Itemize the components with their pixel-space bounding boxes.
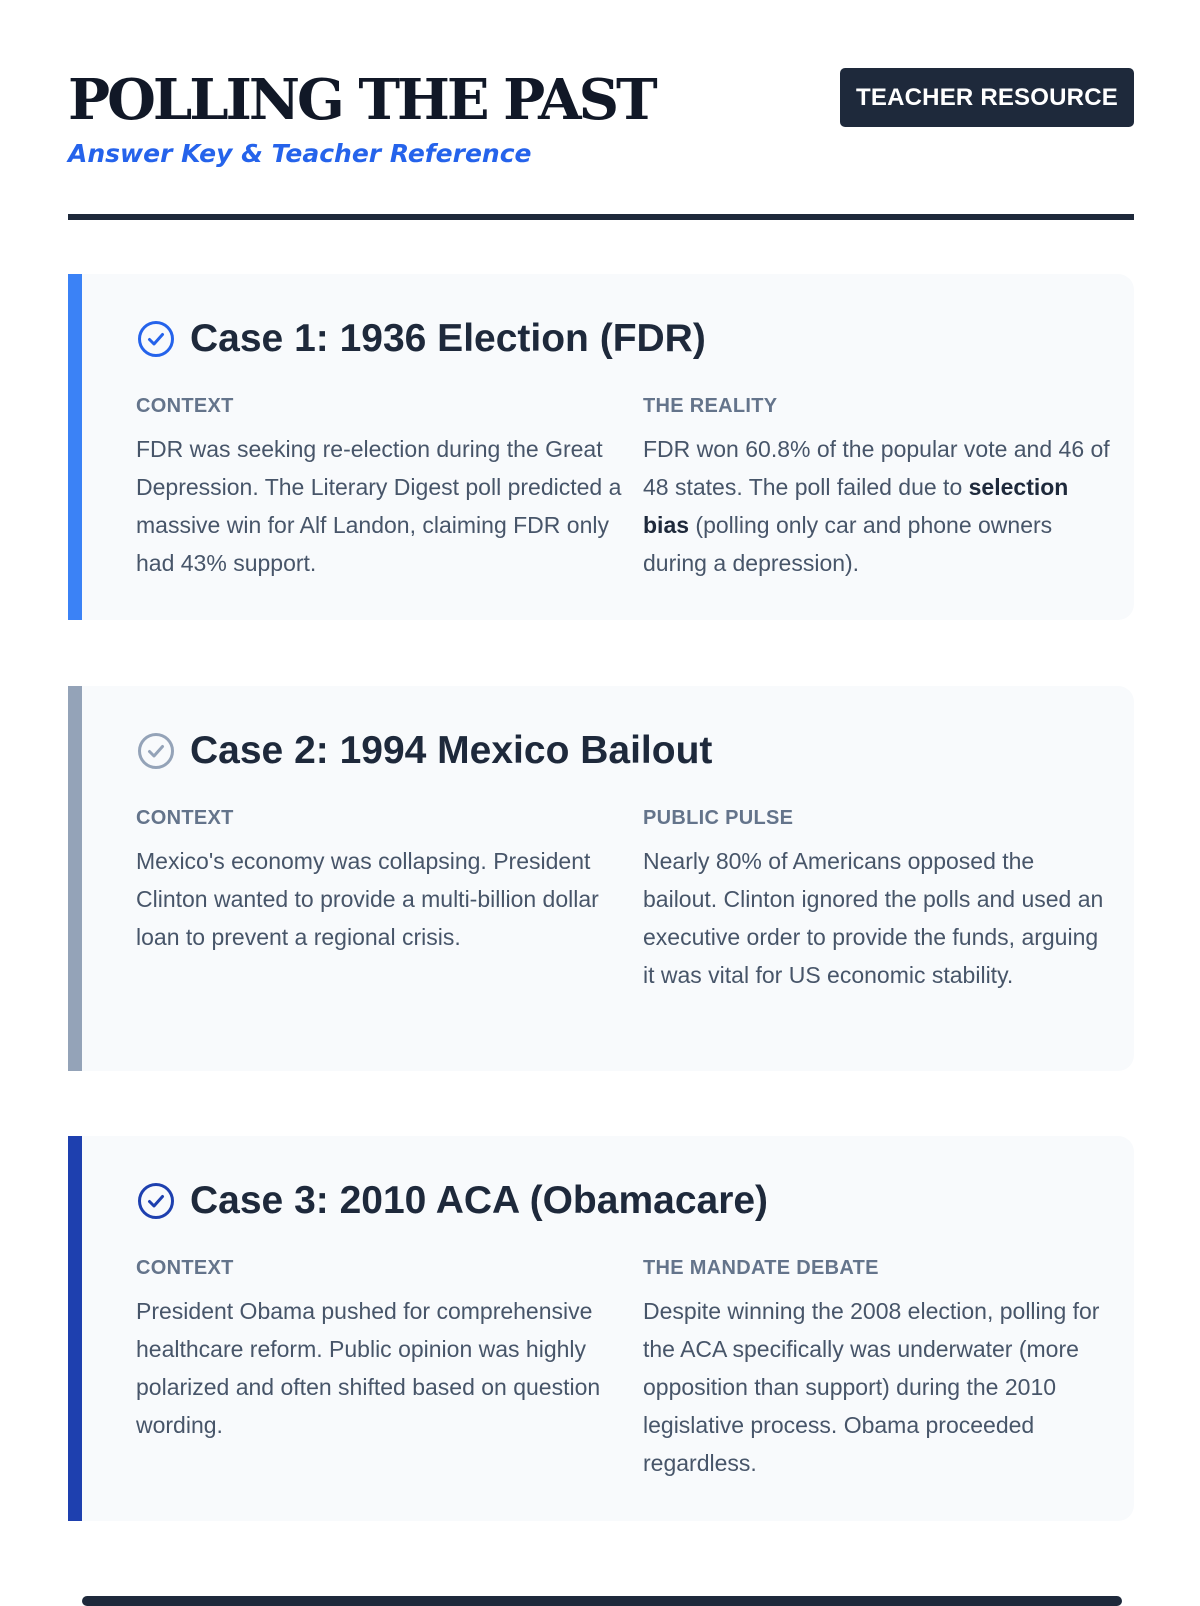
- header-divider: [68, 214, 1134, 220]
- footer-divider: [82, 1596, 1122, 1606]
- context-column: [136, 1256, 643, 1482]
- case-header: [136, 1176, 1094, 1226]
- case-columns: [136, 1256, 1100, 1482]
- reality-label: THE REALITY: [643, 395, 778, 417]
- page: [68, 0, 1134, 1600]
- mandate-debate-label: THE MANDATE DEBATE: [643, 1257, 879, 1279]
- case-card-1: [68, 274, 1134, 620]
- page-title: POLLING THE PAST: [68, 67, 655, 133]
- check-circle-icon: [136, 731, 176, 771]
- page-subtitle: Answer Key & Teacher Reference: [68, 139, 532, 168]
- context-label: CONTEXT: [136, 807, 234, 829]
- context-text: President Obama pushed for comprehensive healthcare reform. Public opinion was highly polarized and often shifted based on question wording.: [136, 1298, 601, 1438]
- context-label: CONTEXT: [136, 395, 234, 417]
- teacher-resource-badge: TEACHER RESOURCE: [840, 68, 1134, 127]
- case-header: [136, 726, 1094, 776]
- context-text: Mexico's economy was collapsing. President Clinton wanted to provide a multi-billion dollar loan to prevent a regional crisis.: [136, 848, 599, 950]
- reality-column: [643, 394, 1113, 582]
- check-circle-icon: [136, 1181, 176, 1221]
- case-title: Case 3: 2010 ACA (Obamacare): [190, 1179, 769, 1222]
- mandate-debate-text: Despite winning the 2008 election, polling for the ACA specifically was underwater (more opposition than support) during the 2010 legislative process. Obama proceeded regardless.: [643, 1298, 1100, 1476]
- case-columns: [136, 806, 1104, 994]
- public-pulse-label: PUBLIC PULSE: [643, 807, 794, 829]
- context-column: [136, 806, 643, 994]
- header: [68, 0, 1134, 222]
- mandate-debate-column: [643, 1256, 1113, 1482]
- case-card-2: [68, 686, 1134, 1071]
- case-card-3: [68, 1136, 1134, 1521]
- case-title: Case 1: 1936 Election (FDR): [190, 317, 706, 360]
- reality-text: [643, 430, 1113, 582]
- case-header: [136, 314, 1094, 364]
- context-text: FDR was seeking re-election during the Great Depression. The Literary Digest poll predicted a massive win for Alf Landon, claiming FDR only had 43% support.: [136, 436, 622, 576]
- public-pulse-column: [643, 806, 1113, 994]
- reality-text-start: FDR won 60.8% of the popular vote and 46 of 48 states. The poll failed due to: [643, 436, 1110, 500]
- check-circle-icon: [136, 319, 176, 359]
- context-label: CONTEXT: [136, 1257, 234, 1279]
- context-column: [136, 394, 643, 582]
- public-pulse-text: Nearly 80% of Americans opposed the bailout. Clinton ignored the polls and used an executive order to provide the funds, arguing it was vital for US economic stability.: [643, 848, 1104, 988]
- selection-bias-term: selection bias: [643, 474, 1069, 538]
- case-columns: [136, 394, 1110, 582]
- case-title: Case 2: 1994 Mexico Bailout: [190, 729, 713, 772]
- reality-text-end: (polling only car and phone owners during a depression).: [643, 512, 1053, 576]
